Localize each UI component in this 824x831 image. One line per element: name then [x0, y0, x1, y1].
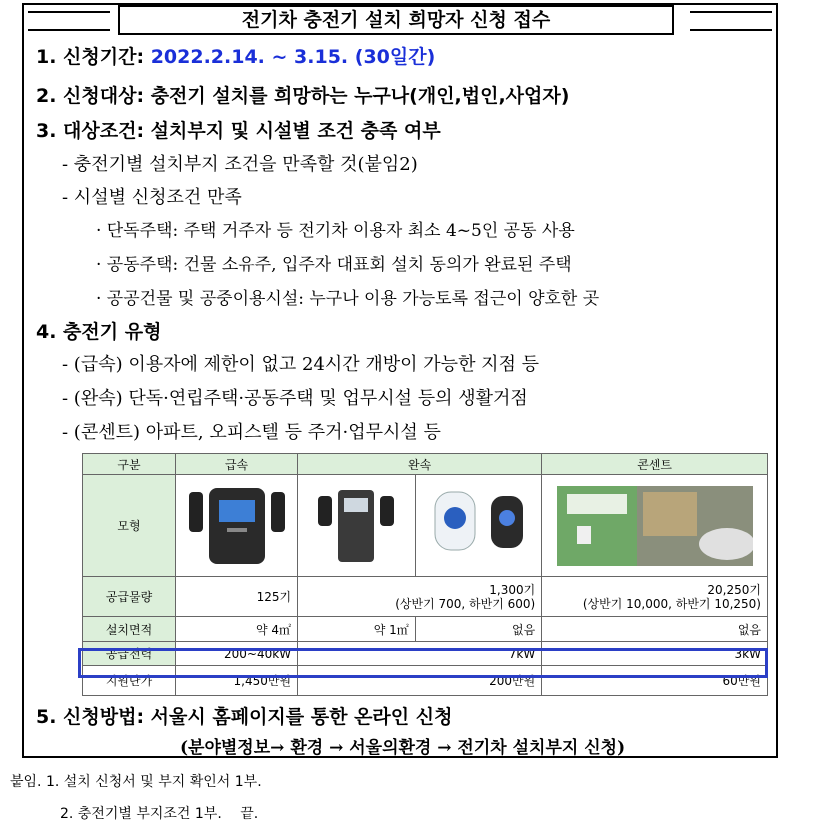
- page-title: 전기차 충전기 설치 희망자 신청 접수: [118, 5, 674, 35]
- type-item: - (급속) 이용자에 제한이 없고 24시간 개방이 가능한 지점 등: [62, 354, 540, 375]
- condition-subitem: · 공동주택: 건물 소유주, 입주자 대표회 설치 동의가 완료된 주택: [96, 255, 572, 275]
- method-path: (분야별정보→ 환경 → 서울의환경 → 전기차 설치부지 신청): [180, 738, 626, 758]
- fast-charger-image: [176, 475, 298, 577]
- supply-slow-breakdown: (상반기 700, 하반기 600): [395, 596, 536, 611]
- section-target: [36, 81, 569, 108]
- power-outlet: 3kW: [542, 642, 768, 666]
- table-row: [83, 617, 768, 642]
- title-decor-left: [28, 11, 110, 31]
- header-outlet: 콘센트: [542, 454, 768, 475]
- condition-subitem: · 단독주택: 주택 거주자 등 전기차 이용자 최소 4~5인 공동 사용: [96, 221, 575, 241]
- section-method: 5. 신청방법: 서울시 홈페이지를 통한 온라인 신청: [36, 706, 453, 728]
- table-row: [83, 577, 768, 617]
- attachment-item: 2. 충전기별 부지조건 1부.: [60, 806, 222, 822]
- period-value: 2022.2.14. ~ 3.15. (30일간): [150, 46, 436, 68]
- row-label-model: 모형: [83, 475, 176, 577]
- supply-outlet-breakdown: (상반기 10,000, 하반기 10,250): [582, 596, 761, 611]
- table-header-row: [83, 454, 768, 475]
- table-row: [83, 475, 768, 577]
- header-fast: 급속: [176, 454, 298, 475]
- title-bar: [22, 3, 778, 39]
- slow-charger-image-b: [415, 475, 541, 577]
- row-label-subsidy: 지원단가: [83, 666, 176, 696]
- subsidy-highlight-box: [78, 648, 768, 678]
- condition-subitem: · 공공건물 및 공중이용시설: 누구나 이용 가능토록 접근이 양호한 곳: [96, 289, 600, 309]
- target-label: 2. 신청대상:: [36, 85, 145, 107]
- condition-item: - 충전기별 설치부지 조건을 만족할 것(붙임2): [62, 154, 418, 175]
- section-condition: 3. 대상조건: 설치부지 및 시설별 조건 충족 여부: [36, 120, 441, 142]
- area-fast: 약 4㎡: [176, 617, 298, 642]
- supply-outlet-total: 20,250기: [707, 582, 761, 597]
- section-period: [36, 42, 435, 69]
- attachment-label: 붙임.: [10, 774, 42, 790]
- type-item: - (완속) 단독·연립주택·공동주택 및 업무시설 등의 생활거점: [62, 388, 528, 409]
- subsidy-outlet: 60만원: [542, 666, 768, 696]
- supply-fast: 125기: [176, 577, 298, 617]
- header-slow: 완속: [298, 454, 542, 475]
- attachment-2: [60, 803, 258, 823]
- row-label-area: 설치면적: [83, 617, 176, 642]
- area-slow-b: 없음: [415, 617, 541, 642]
- slow-charger-image-a: [298, 475, 416, 577]
- subsidy-fast: 1,450만원: [176, 666, 298, 696]
- supply-slow-total: 1,300기: [489, 582, 536, 597]
- area-outlet: 없음: [542, 617, 768, 642]
- row-label-supply: 공급물량: [83, 577, 176, 617]
- area-slow-a: 약 1㎡: [298, 617, 416, 642]
- target-value: 충전기 설치를 희망하는 누구나(개인,법인,사업자): [150, 85, 570, 107]
- attachment-item: 1. 설치 신청서 및 부지 확인서 1부.: [45, 774, 262, 790]
- row-label-power: 공급전력: [83, 642, 176, 666]
- period-label: 1. 신청기간:: [36, 46, 145, 68]
- attachment-1: [10, 771, 262, 791]
- end-mark: 끝.: [240, 806, 259, 822]
- title-decor-right: [690, 11, 772, 31]
- power-fast: 200~40kW: [176, 642, 298, 666]
- section-types: 4. 충전기 유형: [36, 321, 162, 343]
- type-item: - (콘센트) 아파트, 오피스텔 등 주거·업무시설 등: [62, 422, 441, 443]
- outlet-charger-image: [542, 475, 768, 577]
- supply-outlet: [542, 577, 768, 617]
- subsidy-slow: 200만원: [298, 666, 542, 696]
- header-category: 구분: [83, 454, 176, 475]
- supply-slow: [298, 577, 542, 617]
- condition-item: - 시설별 신청조건 만족: [62, 187, 242, 208]
- power-slow: 7kW: [298, 642, 542, 666]
